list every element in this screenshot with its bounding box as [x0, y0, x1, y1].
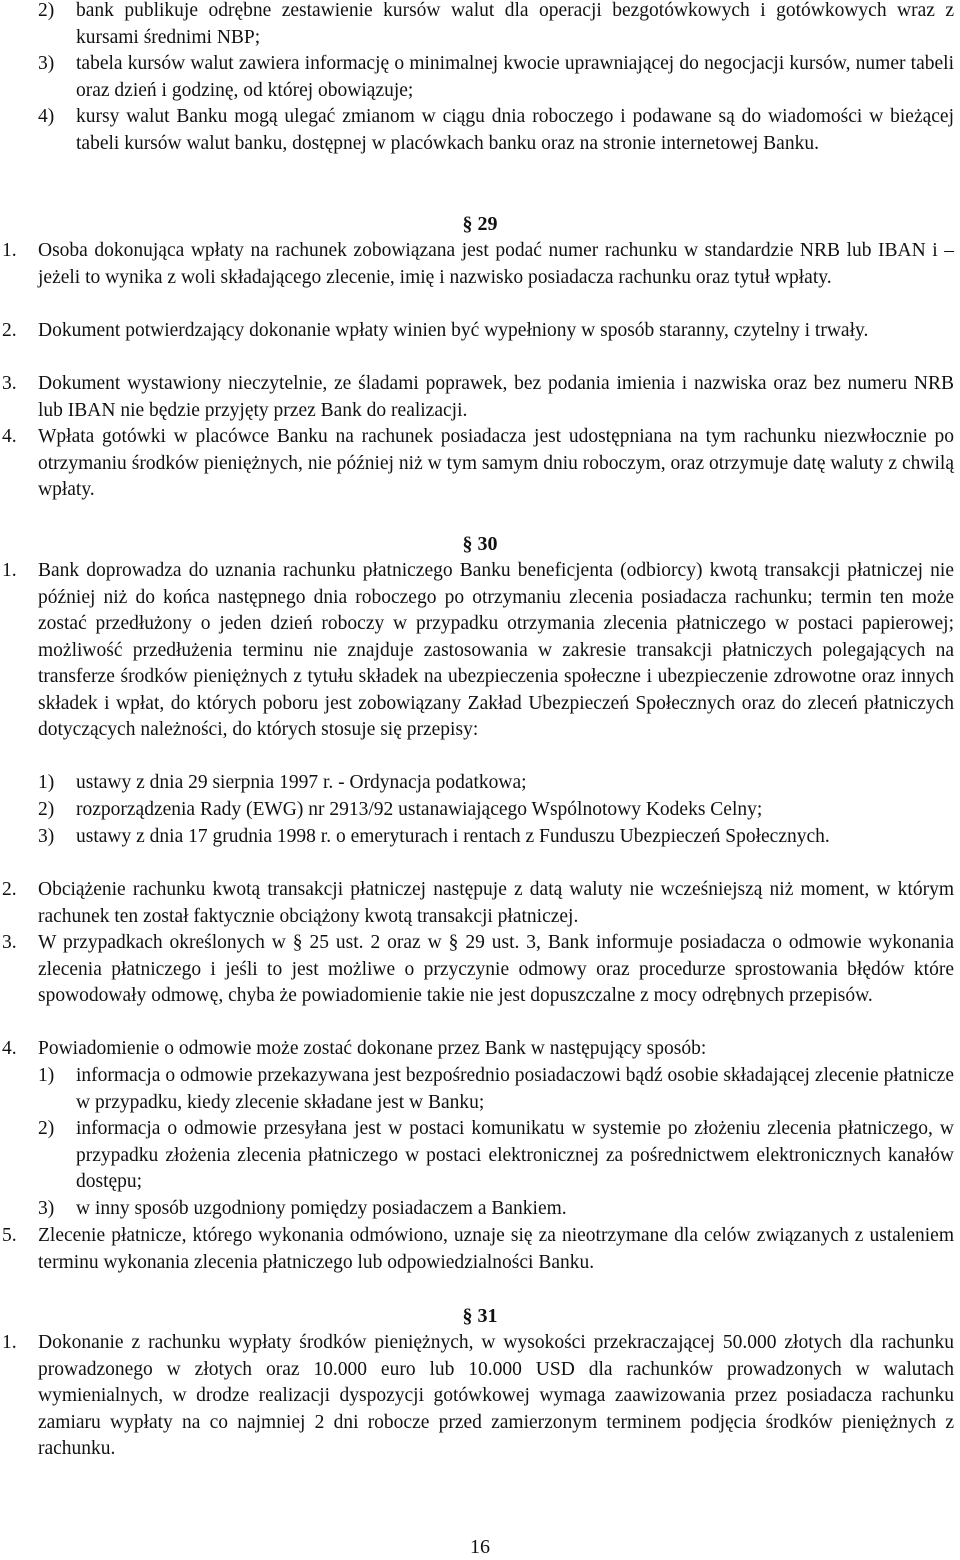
subitem-text: ustawy z dnia 29 sierpnia 1997 r. - Ordynacja podatkowa;	[76, 772, 527, 793]
item-number: 4.	[2, 1038, 17, 1059]
subitem-text: informacja o odmowie przesyłana jest w postaci komunikatu w systemie po złożeniu zlecenia płatniczego, w przypadku złożenia zlecenia płatniczego w postaci elektronicznej za pośrednictwem elektronicznych kanałów dostępu;	[76, 1118, 954, 1192]
list-number: 2)	[38, 0, 55, 21]
item-text: Dokument potwierdzający dokonanie wpłaty winien być wypełniony w sposób staranny, czytelny i trwały.	[38, 320, 869, 341]
item-text: Powiadomienie o odmowie może zostać dokonane przez Bank w następujący sposób:	[38, 1038, 707, 1059]
subitem-number: 2)	[38, 1118, 55, 1139]
section-title: § 29	[462, 213, 498, 235]
subitem-text: ustawy z dnia 17 grudnia 1998 r. o emeryturach i rentach z Funduszu Ubezpieczeń Społecznych.	[76, 826, 830, 847]
item-number: 1.	[2, 240, 17, 261]
item-text: Wpłata gotówki w placówce Banku na rachunek posiadacza jest udostępniana na tym rachunku niezwłocznie po otrzymaniu środków pieniężnych, nie później niż w tym samym dniu roboczym, oraz otrzymuje datę waluty z chwilą wpłaty.	[38, 426, 954, 500]
item-text: Dokument wystawiony nieczytelnie, ze śladami poprawek, bez podania imienia i nazwiska oraz bez numeru NRB lub IBAN nie będzie przyjęty przez Bank do realizacji.	[38, 373, 954, 421]
subitem-number: 2)	[38, 799, 55, 820]
item-text: Dokonanie z rachunku wypłaty środków pieniężnych, w wysokości przekraczającej 50.000 złotych dla rachunku prowadzonego w złotych oraz 10.000 euro lub 10.000 USD dla rachunków prowadzonych w walutach wymienialnych, w drodze realizacji dyspozycji gotówkowej wymaga zaawizowania przez posiadacza rachunku zamiaru wypłaty na co najmniej 2 dni robocze przed zamierzonym terminem podjęcia środków pieniężnych z rachunku.	[38, 1332, 954, 1459]
item-number: 3.	[2, 373, 17, 394]
subitem-number: 3)	[38, 1198, 55, 1219]
item-text: Osoba dokonująca wpłaty na rachunek zobowiązana jest podać numer rachunku w standardzie NRB lub IBAN i – jeżeli to wynika z woli składającego zlecenie, imię i nazwisko posiadacza rachunku oraz tytuł wpłaty.	[38, 240, 954, 288]
item-number: 2.	[2, 320, 17, 341]
item-number: 1.	[2, 1332, 17, 1353]
subitem-number: 1)	[38, 772, 55, 793]
item-text: Obciążenie rachunku kwotą transakcji płatniczej następuje z datą waluty nie wcześniejszą niż moment, w którym rachunek ten został faktycznie obciążony kwotą transakcji płatniczej.	[38, 879, 954, 927]
item-number: 4.	[2, 426, 17, 447]
list-item-text: tabela kursów walut zawiera informację o minimalnej kwocie uprawniającej do negocjacji kursów, numer tabeli oraz dzień i godzinę, od której obowiązuje;	[76, 53, 954, 101]
item-number: 3.	[2, 932, 17, 953]
subitem-text: informacja o odmowie przekazywana jest bezpośrednio posiadaczowi bądź osobie składającej zlecenie płatnicze w przypadku, kiedy zlecenie składane jest w Banku;	[76, 1065, 954, 1113]
section-title: § 30	[462, 533, 498, 555]
subitem-number: 1)	[38, 1065, 55, 1086]
subitem-number: 3)	[38, 826, 55, 847]
list-number: 3)	[38, 53, 55, 74]
page-number: 16	[470, 1536, 490, 1558]
item-text: W przypadkach określonych w § 25 ust. 2 oraz w § 29 ust. 3, Bank informuje posiadacza o odmowie wykonania zlecenia płatniczego i jeśli to jest możliwe o przyczynie odmowy oraz procedurze sprostowania błędów które spowodowały odmowę, chyba że powiadomienie takie nie jest dopuszczalne z mocy odrębnych przepisów.	[38, 932, 954, 1006]
subitem-text: w inny sposób uzgodniony pomiędzy posiadaczem a Bankiem.	[76, 1198, 567, 1219]
item-number: 5.	[2, 1225, 17, 1246]
item-number: 2.	[2, 879, 17, 900]
item-text: Zlecenie płatnicze, którego wykonania odmówiono, uznaje się za nieotrzymane dla celów związanych z ustaleniem terminu wykonania zlecenia płatniczego lub odpowiedzialności Banku.	[38, 1225, 954, 1273]
item-number: 1.	[2, 560, 17, 581]
item-text: Bank doprowadza do uznania rachunku płatniczego Banku beneficjenta (odbiorcy) kwotą transakcji płatniczej nie później niż do końca następnego dnia roboczego po otrzymaniu zlecenia posiadacza rachunku; termin ten może zostać przedłużony o jeden dzień roboczy w przypadku otrzymania zlecenia płatniczego w postaci papierowej; możliwość przedłużenia terminu nie znajduje zastosowania w zakresie transakcji płatniczych polegających na transferze środków pieniężnych z tytułu składek na ubezpieczenia społeczne i ubezpieczenie zdrowotne oraz innych składek i wpłat, do których poboru jest zobowiązany Zakład Ubezpieczeń Społecznych oraz do zleceń płatniczych dotyczących należności, do których stosuje się przepisy:	[38, 560, 954, 740]
list-item-text: bank publikuje odrębne zestawienie kursów walut dla operacji bezgotówkowych i gotówkowych wraz z kursami średnimi NBP;	[76, 0, 954, 48]
list-item-text: kursy walut Banku mogą ulegać zmianom w ciągu dnia roboczego i podawane są do wiadomości w bieżącej tabeli kursów walut banku, dostępnej w placówkach banku oraz na stronie internetowej Banku.	[76, 106, 954, 154]
list-number: 4)	[38, 106, 55, 127]
section-title: § 31	[462, 1305, 498, 1327]
subitem-text: rozporządzenia Rady (EWG) nr 2913/92 ustanawiającego Wspólnotowy Kodeks Celny;	[76, 799, 763, 820]
